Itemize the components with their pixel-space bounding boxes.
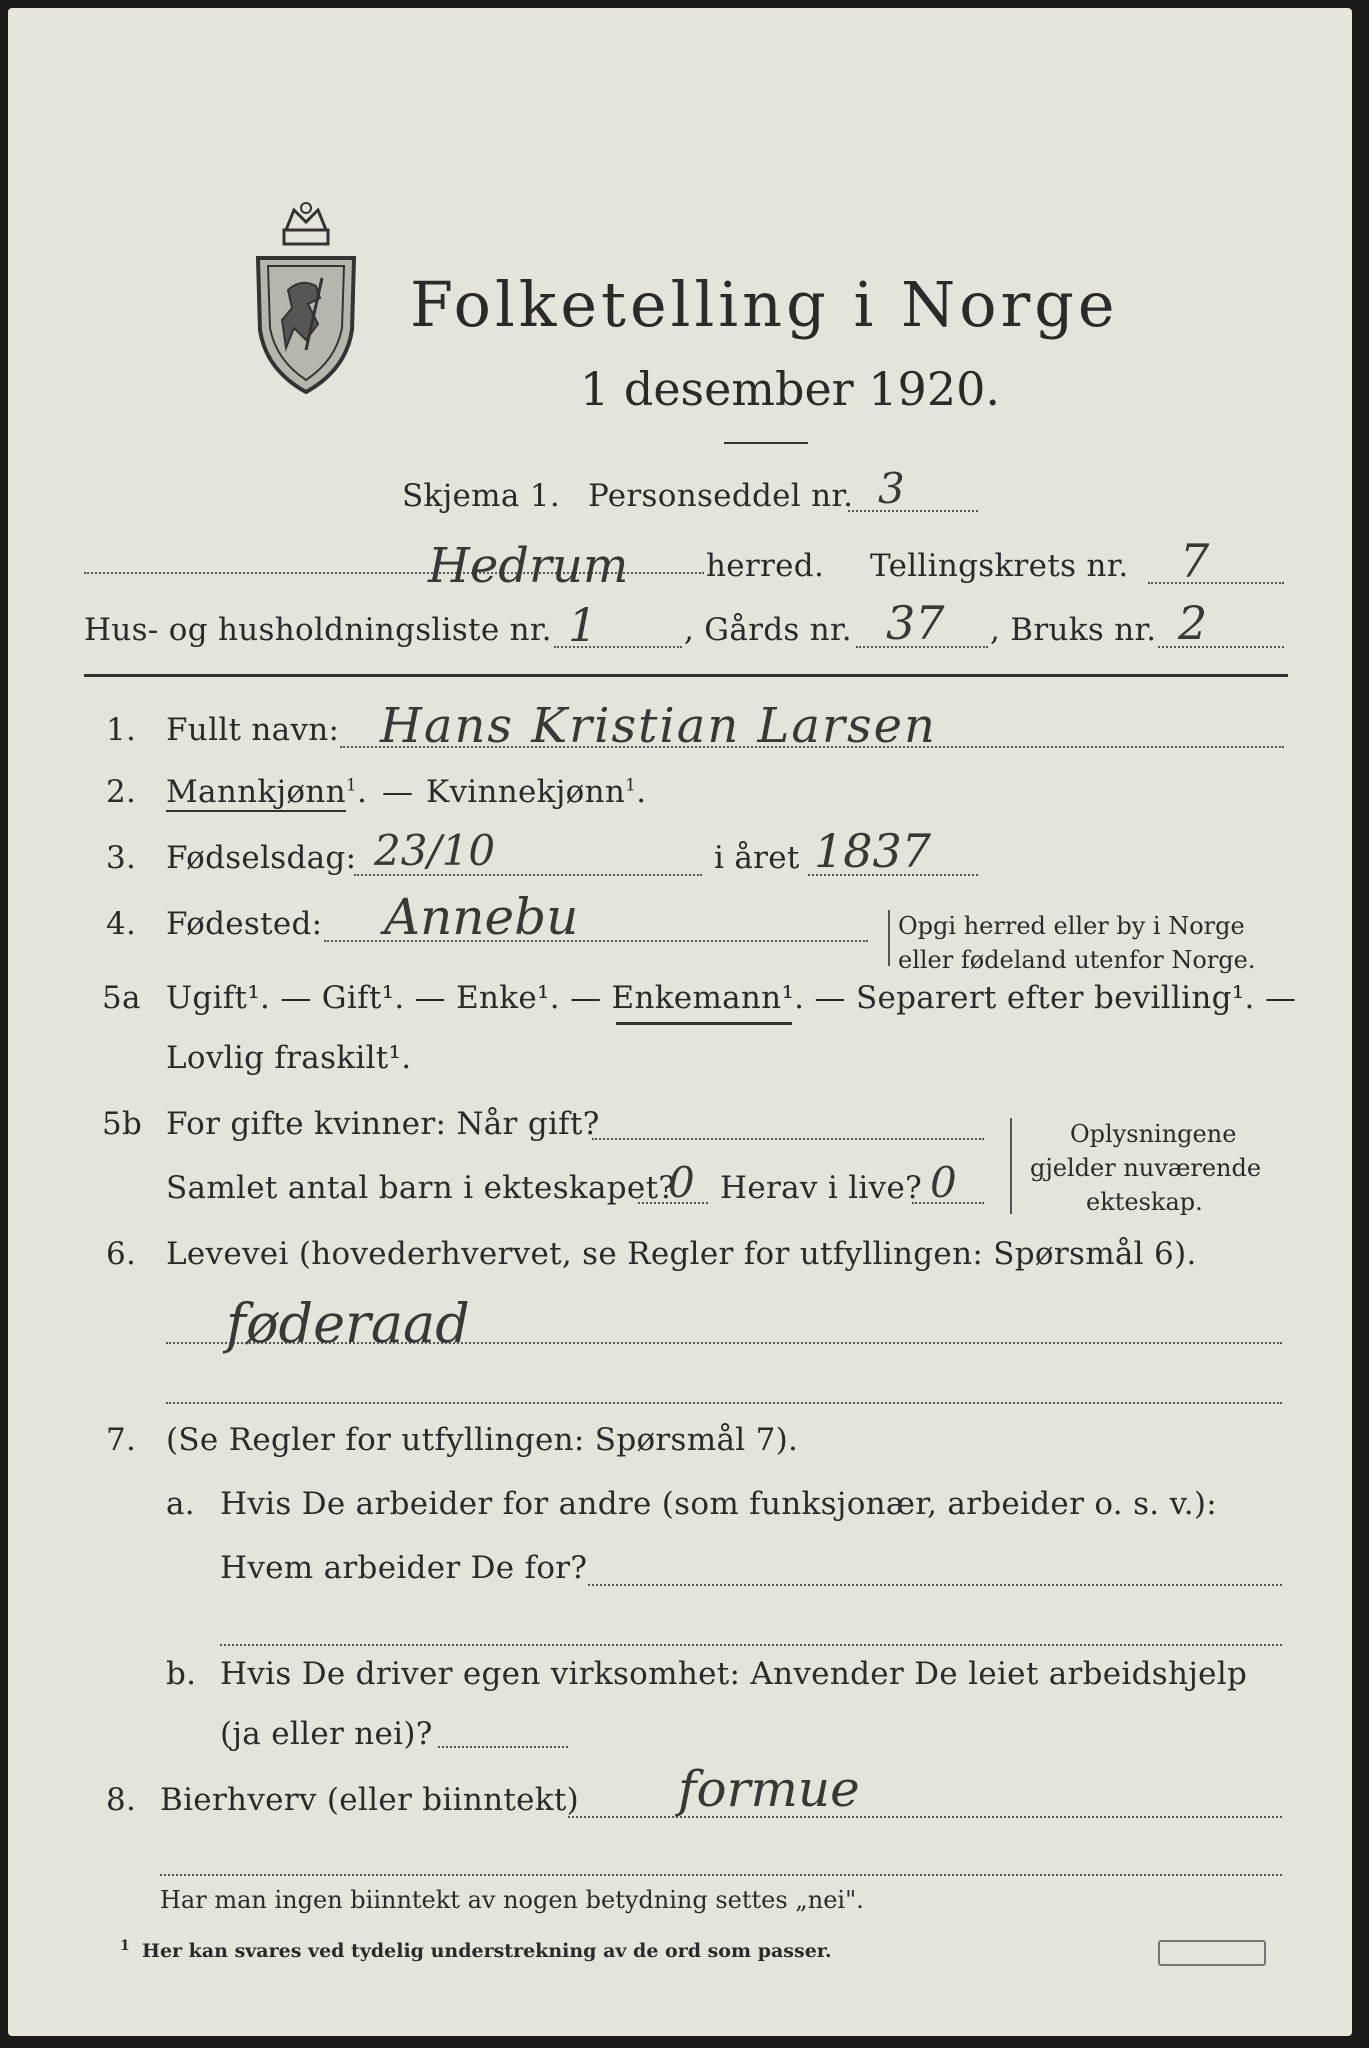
q4-note-line1: Opgi herred eller by i Norge — [898, 912, 1245, 940]
bruks-line — [1158, 646, 1284, 648]
personseddel-label: Personseddel nr. — [588, 478, 854, 514]
gender-separator: — — [382, 774, 414, 810]
female-dot: . — [636, 774, 647, 810]
q8-label: Bierhverv (eller biinntekt) — [160, 1782, 580, 1818]
male-label: Mannkjønn — [166, 774, 346, 810]
q5b-note-line1: Oplysningene — [1070, 1120, 1237, 1148]
q2-number: 2. — [106, 774, 137, 810]
personseddel-line — [848, 510, 978, 512]
q7a-answer-line2 — [220, 1644, 1282, 1646]
children-alive-value[interactable]: 0 — [930, 1158, 957, 1207]
norway-coat-of-arms-icon — [246, 200, 366, 404]
q6-line2 — [166, 1402, 1282, 1404]
bruks-label: , Bruks nr. — [990, 612, 1157, 648]
q5b-note-brace — [1010, 1118, 1012, 1214]
marital-status-options-line2[interactable]: Lovlig fraskilt¹. — [166, 1040, 412, 1076]
birth-year-value[interactable]: 1837 — [814, 824, 932, 878]
q7b-line1: Hvis De driver egen virksomhet: Anvender De leiet arbeidshjelp — [220, 1656, 1248, 1692]
bruks-value[interactable]: 2 — [1178, 596, 1208, 650]
q6-number: 6. — [106, 1236, 137, 1272]
tellingskrets-line — [1148, 582, 1284, 584]
q8-line1 — [568, 1816, 1282, 1818]
herred-label: herred. — [706, 548, 825, 584]
tellingskrets-label: Tellingskrets nr. — [870, 548, 1129, 584]
q7b-marker: b. — [166, 1656, 197, 1692]
hus-value[interactable]: 1 — [568, 598, 598, 652]
q6-line1 — [166, 1342, 1282, 1344]
header-divider — [84, 674, 1288, 677]
male-footnote-mark: 1 — [345, 775, 357, 796]
gards-label: , Gårds nr. — [684, 612, 852, 648]
q4-number: 4. — [106, 906, 137, 942]
q1-number: 1. — [106, 712, 137, 748]
birthplace-value[interactable]: Annebu — [384, 888, 579, 946]
q7a-line1: Hvis De arbeider for andre (som funksjonær, arbeider o. s. v.): — [220, 1486, 1218, 1522]
marital-status-options[interactable]: Ugift¹. — Gift¹. — Enke¹. — Enkemann¹. — Separert efter bevilling¹. — — [166, 980, 1297, 1016]
q4-note-brace — [888, 910, 890, 966]
q8-note: Har man ingen biinntekt av nogen betydning settes „nei". — [160, 1886, 864, 1914]
q7-number: 7. — [106, 1422, 137, 1458]
q7-label: (Se Regler for utfyllingen: Spørsmål 7). — [166, 1422, 799, 1458]
q6-label: Levevei (hovederhvervet, se Regler for utfyllingen: Spørsmål 6). — [166, 1236, 1197, 1272]
skjema-label: Skjema 1. — [402, 478, 560, 514]
title-divider — [724, 442, 808, 444]
census-form-page — [8, 8, 1352, 2036]
birth-day-value[interactable]: 23/10 — [374, 826, 496, 875]
side-income-value[interactable]: formue — [678, 1760, 860, 1818]
q7a-line2: Hvem arbeider De for? — [220, 1550, 588, 1586]
female-footnote-mark: 1 — [625, 775, 637, 796]
q8-line2 — [160, 1874, 1282, 1876]
q3-number: 3. — [106, 840, 137, 876]
herred-value[interactable]: Hedrum — [428, 538, 629, 594]
form-date: 1 desember 1920. — [580, 362, 1000, 416]
full-name-value[interactable]: Hans Kristian Larsen — [380, 698, 937, 754]
q5a-number: 5a — [102, 980, 141, 1016]
printer-stamp-icon — [1158, 1940, 1266, 1966]
q7b-answer-line — [438, 1746, 568, 1748]
q7a-marker: a. — [166, 1486, 195, 1522]
tellingskrets-value[interactable]: 7 — [1180, 534, 1210, 588]
q5b-married-label: For gifte kvinner: Når gift? — [166, 1106, 600, 1142]
q5b-married-line — [592, 1138, 984, 1140]
enkemann-underline — [616, 1022, 792, 1025]
form-title: Folketelling i Norge — [410, 268, 1119, 341]
gards-value[interactable]: 37 — [886, 596, 945, 650]
male-dot: . — [356, 774, 368, 810]
female-label: Kvinnekjønn — [426, 774, 626, 810]
q8-number: 8. — [106, 1782, 137, 1818]
q1-label: Fullt navn: — [166, 712, 340, 748]
q5b-children-label: Samlet antal barn i ekteskapet? — [166, 1170, 676, 1206]
q5b-note-line3: ekteskap. — [1086, 1188, 1203, 1216]
q4-label: Fødested: — [166, 906, 323, 942]
gender-female-option[interactable] — [426, 774, 646, 810]
q5b-number: 5b — [102, 1106, 143, 1142]
q3-label: Fødselsdag: — [166, 840, 357, 876]
q3-year-label: i året — [714, 840, 800, 876]
occupation-value[interactable]: føderaad — [226, 1292, 470, 1355]
gender-male-option[interactable] — [166, 774, 367, 810]
children-count-value[interactable]: 0 — [668, 1158, 695, 1207]
footnote-mark: 1 — [120, 1938, 130, 1954]
q5b-alive-label: Herav i live? — [720, 1170, 923, 1206]
hus-label: Hus- og husholdningsliste nr. — [84, 612, 552, 648]
q5b-note-line2: gjelder nuværende — [1030, 1154, 1262, 1182]
q7a-answer-line — [588, 1584, 1282, 1586]
footnote-text: Her kan svares ved tydelig understrekning av de ord som passer. — [142, 1940, 832, 1962]
q7b-line2: (ja eller nei)? — [220, 1716, 433, 1752]
personseddel-value[interactable]: 3 — [878, 464, 905, 513]
q4-note-line2: eller fødeland utenfor Norge. — [898, 946, 1256, 974]
